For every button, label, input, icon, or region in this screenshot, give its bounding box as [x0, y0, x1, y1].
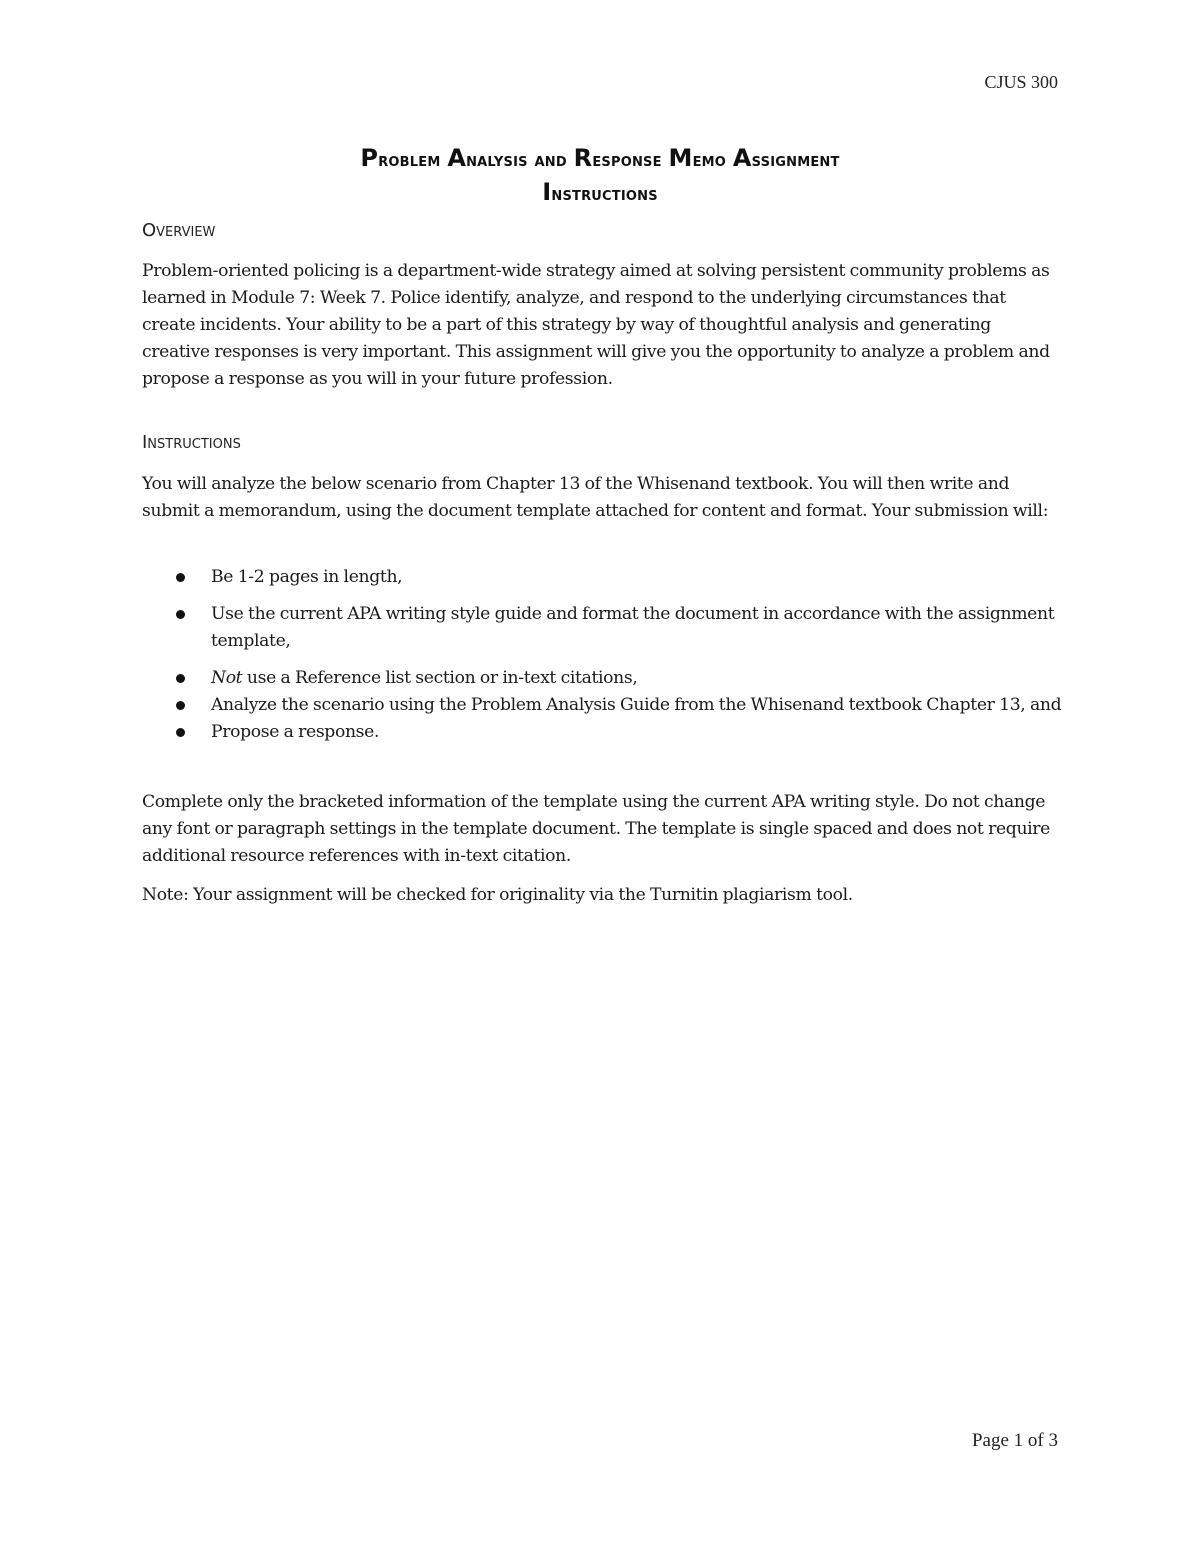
title-line-1: Problem Analysis and Response Memo Assignment — [360, 144, 840, 172]
list-item: Propose a response. — [142, 719, 1062, 746]
title-line-2: Instructions — [542, 178, 658, 206]
list-item: Use the current APA writing style guide and format the document in accordance with the assignment template, — [142, 601, 1062, 655]
originality-note: Note: Your assignment will be checked for originality via the Turnitin plagiarism tool. — [142, 885, 853, 905]
bullet-icon — [176, 728, 185, 737]
instructions-heading: Instructions — [142, 432, 241, 453]
instructions-intro-paragraph: You will analyze the below scenario from Chapter 13 of the Whisenand textbook. You will then write and submit a memorandum, using the document template attached for content and format. Your submission will: — [142, 474, 1049, 521]
bullet-icon — [176, 674, 185, 683]
requirements-list — [142, 564, 1062, 746]
bullet-icon — [176, 610, 185, 619]
bullet-icon — [176, 701, 185, 710]
course-code-header: CJUS 300 — [984, 72, 1058, 92]
completion-paragraph: Complete only the bracketed information of the template using the current APA writing style. Do not change any font or paragraph settings in the template document. The template is single spaced and does not require additional resource references with in-text citation. — [142, 792, 1050, 866]
document-title — [140, 142, 1060, 210]
list-item: Analyze the scenario using the Problem Analysis Guide from the Whisenand textbook Chapter 13, and — [142, 692, 1062, 719]
emphasis-not: Not — [211, 668, 243, 688]
bullet-icon — [176, 573, 185, 582]
page-number-footer: Page 1 of 3 — [971, 1430, 1058, 1451]
list-item: Not use a Reference list section or in-text citations, — [142, 665, 1062, 692]
overview-heading: Overview — [142, 220, 216, 241]
overview-paragraph: Problem-oriented policing is a department-wide strategy aimed at solving persistent community problems as learned in Module 7: Week 7. Police identify, analyze, and respond to the underlying circumstances that create incidents. Your ability to be a part of this strategy by way of thoughtful analysis and generating creative responses is very important. This assignment will give you the opportunity to analyze a problem and propose a response as you will in your future profession. — [142, 261, 1050, 389]
list-item: Be 1-2 pages in length, — [142, 564, 1062, 591]
